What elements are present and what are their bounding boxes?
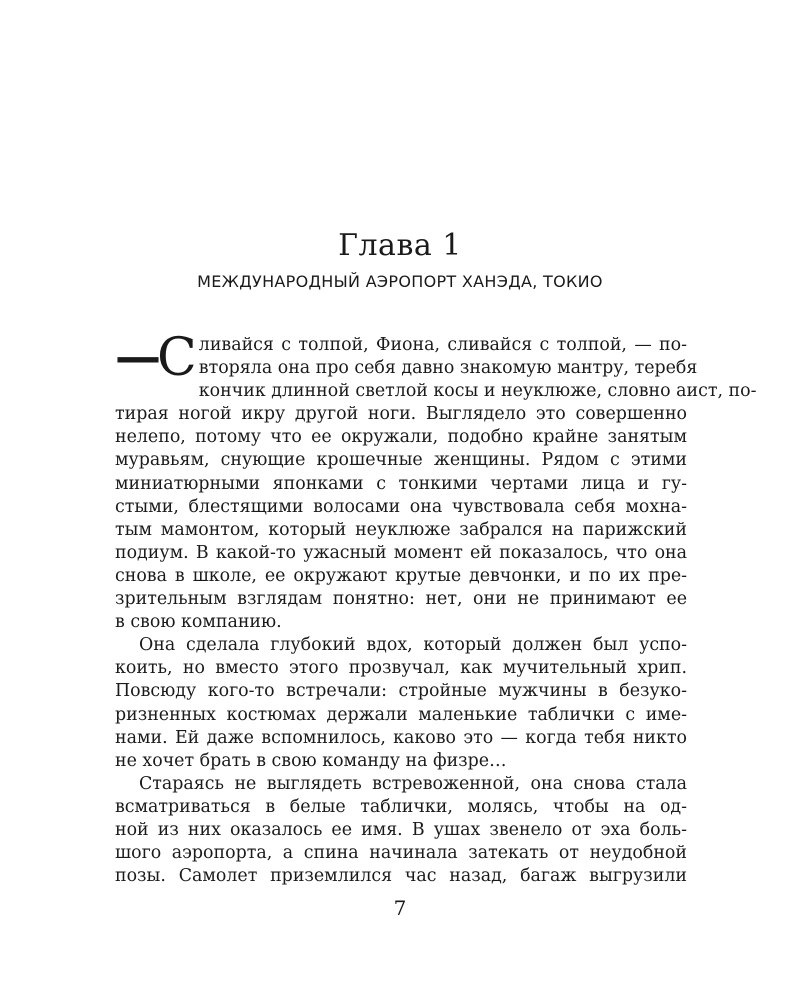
text-line: кончик длинной светлой косы и неуклюже, словно аист, по- xyxy=(198,381,757,402)
text-line: миниатюрными японками с тонкими чертами лица и гу- xyxy=(115,473,687,494)
page-number: 7 xyxy=(393,896,407,920)
text-line: всматриваться в белые таблички, молясь, чтобы на од- xyxy=(115,796,687,817)
text-line: тирая ногой икру другой ноги. Выглядело это совершенно xyxy=(115,404,687,425)
body-text xyxy=(115,328,757,888)
text-line: нелепо, потому что ее окружали, подобно крайне занятым xyxy=(115,427,687,448)
drop-cap-dash: — xyxy=(115,329,161,383)
paragraph-1 xyxy=(115,328,757,634)
text-line: снова в школе, ее окружают крутые девчонки, и по их пре- xyxy=(115,565,687,586)
text-line: ливайся с толпой, Фиона, сливайся с толпой, — по- xyxy=(198,335,687,355)
text-line: в свою компанию. xyxy=(115,612,282,633)
text-line: зрительным взглядам понятно: нет, они не принимают ее xyxy=(115,589,687,610)
chapter-title: Глава 1 xyxy=(338,228,462,263)
drop-cap xyxy=(115,328,197,388)
text-line: ной из них оказалось ее имя. В ушах звенело от эха боль- xyxy=(115,819,687,840)
drop-cap-letter: С xyxy=(157,328,197,388)
chapter-subtitle: МЕЖДУНАРОДНЫЙ АЭРОПОРТ ХАНЭДА, ТОКИО xyxy=(197,272,603,291)
text-line: ризненных костюмах держали маленькие таблички с име- xyxy=(115,704,687,725)
text-line: Стараясь не выглядеть встревоженной, она снова стала xyxy=(139,773,687,794)
text-line: вторяла она про себя давно знакомую мантру, теребя xyxy=(198,358,698,379)
text-line: не хочет брать в свою команду на физре… xyxy=(115,750,507,771)
text-line: шого аэропорта, а спина начинала затекать от неудобной xyxy=(115,843,687,864)
text-line: стыми, блестящими волосами она чувствовала себя мохна- xyxy=(115,496,687,517)
text-line: Она сделала глубокий вдох, который должен был успо- xyxy=(139,635,687,656)
paragraph-3 xyxy=(115,773,687,888)
text-line: коить, но вместо этого прозвучал, как мучительный хрип. xyxy=(115,658,687,679)
text-line: Повсюду кого-то встречали: стройные мужчины в безуко- xyxy=(115,681,687,702)
paragraph-2 xyxy=(115,634,687,773)
text-line: нами. Ей даже вспомнилось, каково это — когда тебя никто xyxy=(115,727,687,748)
text-line: муравьям, снующие крошечные женщины. Рядом с этими xyxy=(115,450,687,471)
text-line: тым мамонтом, который неуклюже забрался на парижский xyxy=(115,519,687,540)
text-line: позы. Самолет приземлился час назад, багаж выгрузили xyxy=(115,866,687,887)
text-line: подиум. В какой-то ужасный момент ей показалось, что она xyxy=(115,542,687,563)
